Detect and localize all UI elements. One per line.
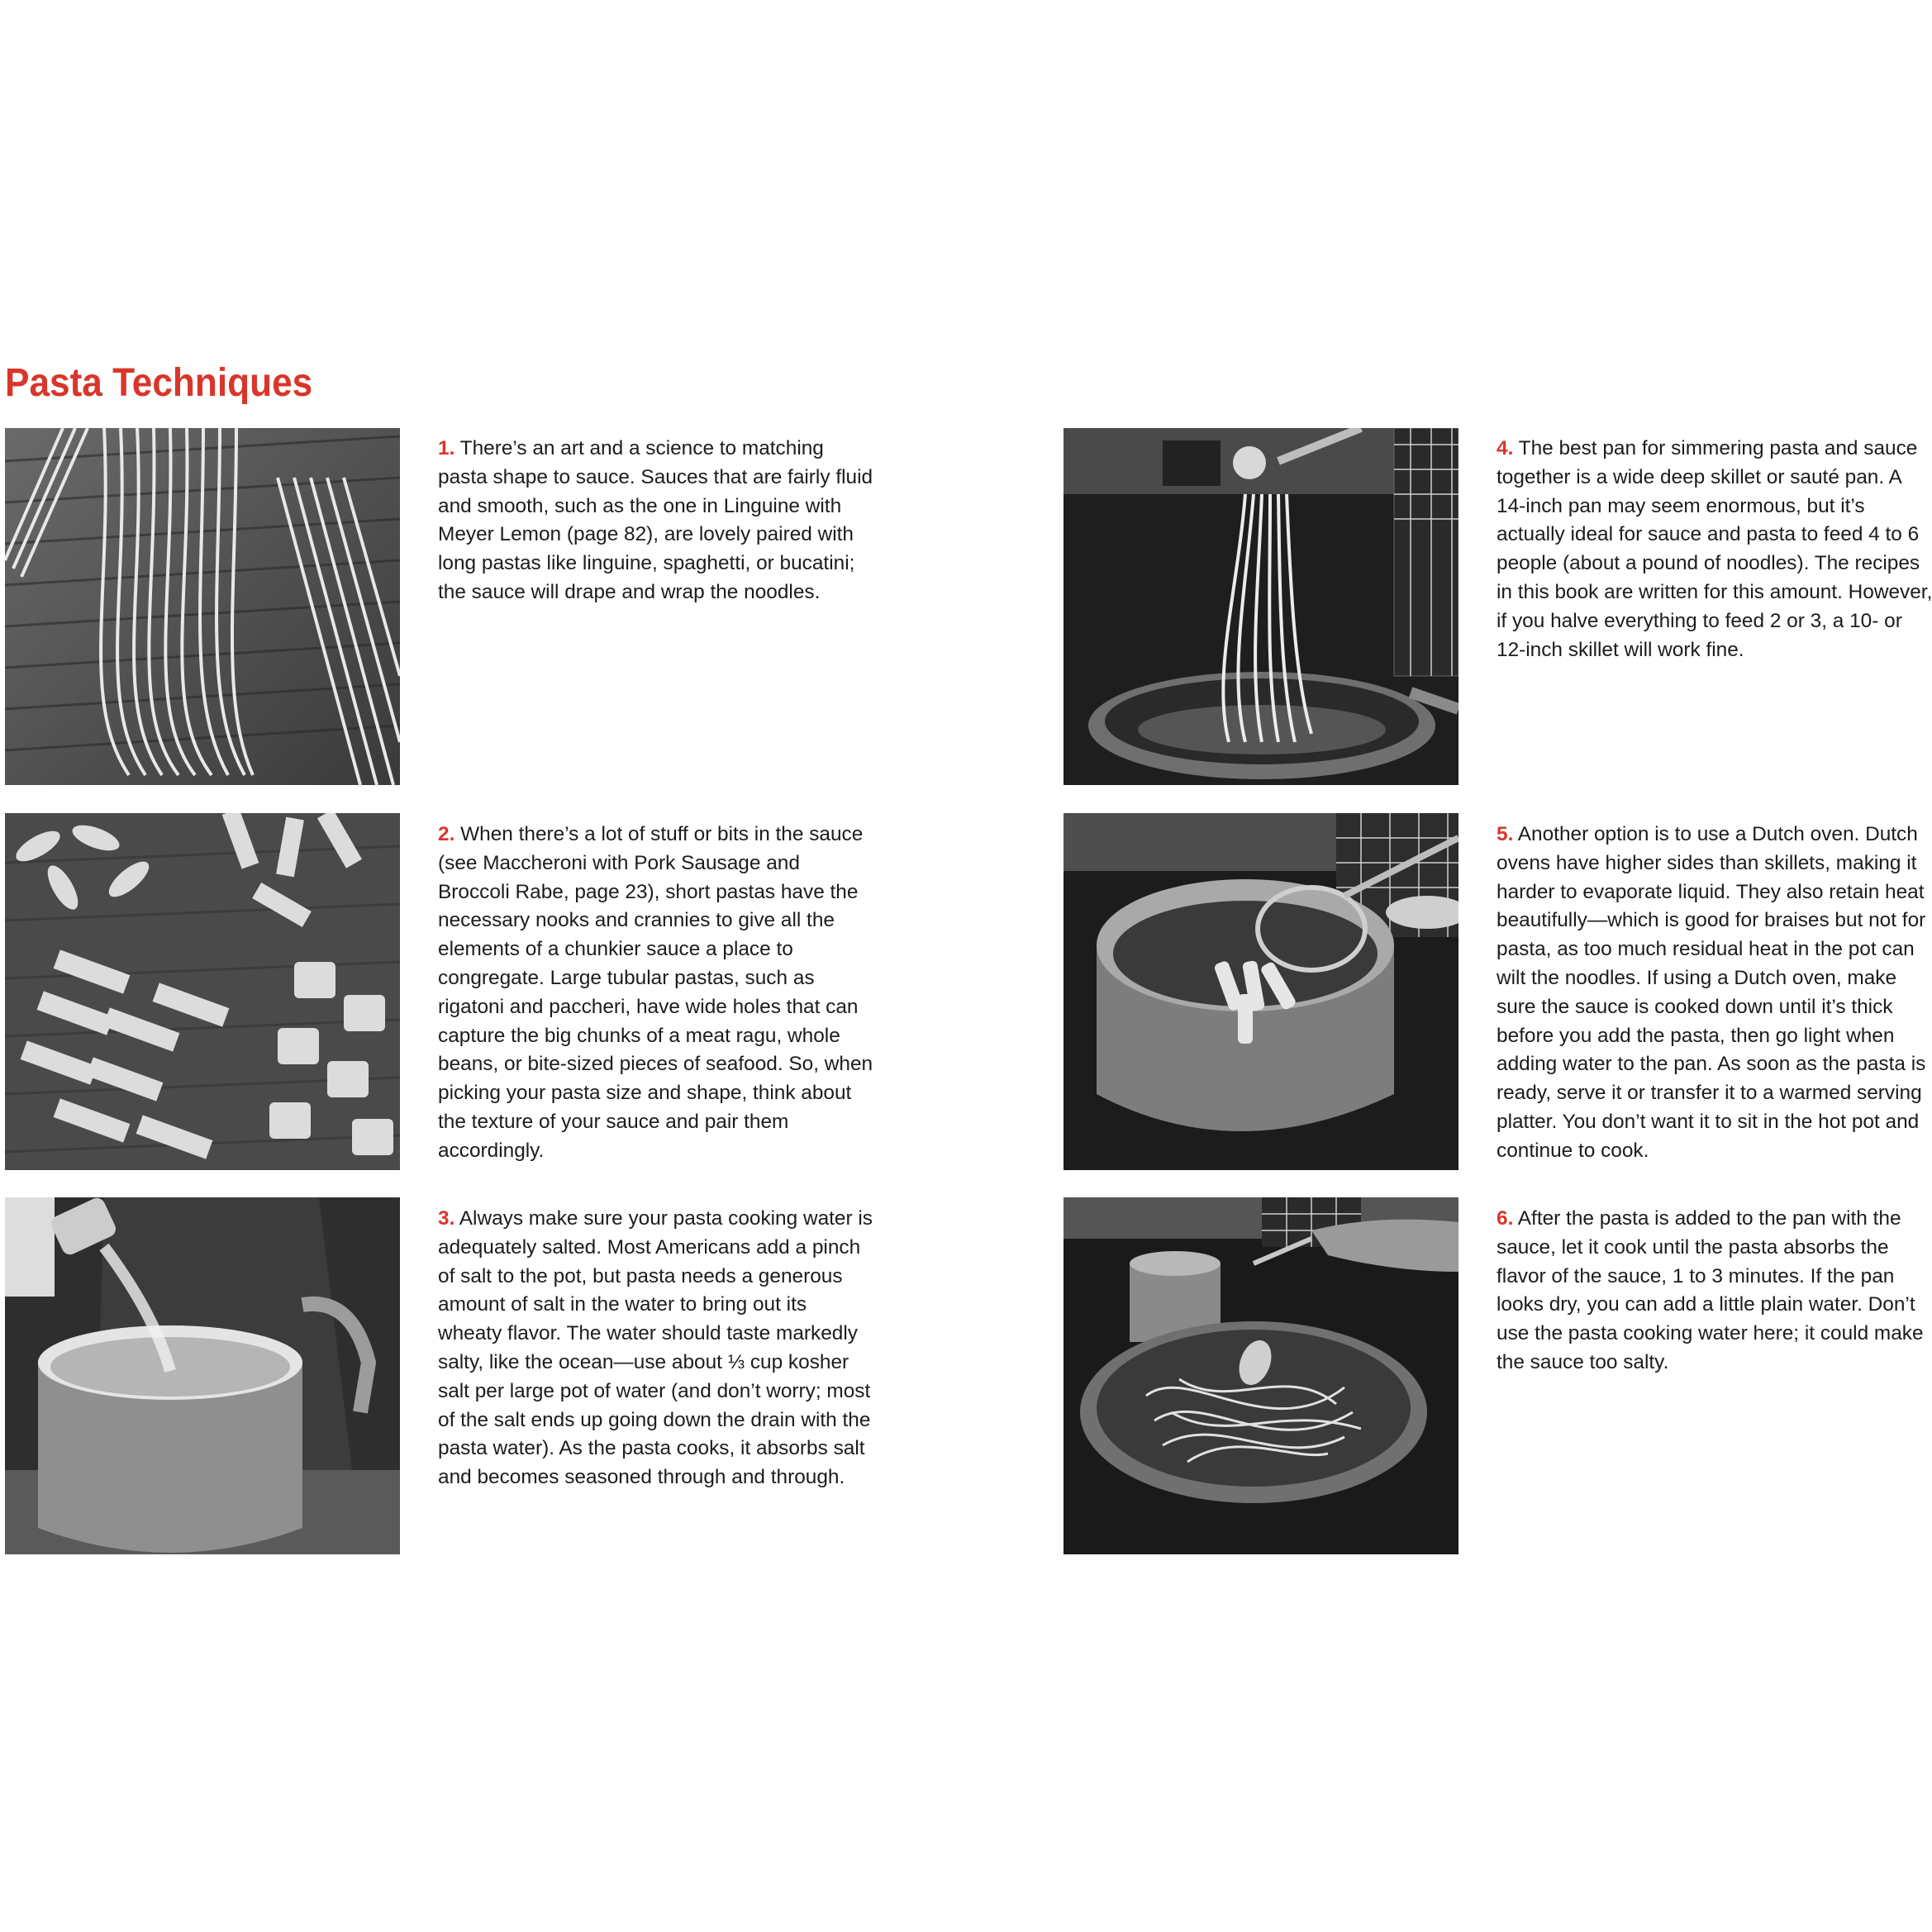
photo-short-pasta	[5, 813, 400, 1170]
photo-skillet-tongs	[1064, 428, 1459, 785]
step-4-text	[1497, 435, 1932, 664]
photo-dutch-oven	[1064, 813, 1459, 1170]
step-6-text	[1497, 1205, 1932, 1378]
step-2-body: When there’s a lot of stuff or bits in the sauce (see Maccheroni with Pork Sausage and Broccoli Rabe, page 23), short pastas have the necessary nooks and crannies to give all the elements of a chunkier sauce a place to congregate. Large tubular pastas, such as rigatoni and paccheri, have wide holes that can capture the big chunks of a meat ragu, whole beans, or bite-sized pieces of seafood. So, when picking your pasta size and shape, think about the texture of your sauce and pair them accordingly.	[438, 823, 873, 1162]
step-2-number: 2.	[438, 823, 455, 845]
step-6-number: 6.	[1497, 1207, 1514, 1230]
photo-skillet-spoon	[1064, 1197, 1459, 1554]
step-4-number: 4.	[1497, 437, 1514, 459]
photo-salting-water	[5, 1197, 400, 1554]
page-title: Pasta Techniques	[5, 361, 313, 405]
step-6-body: After the pasta is added to the pan with the sauce, let it cook until the pasta absorbs the flavor of the sauce, 1 to 3 minutes. If the pan looks dry, you can add a little plain water. Don’t use the pasta cooking water here; it could make the sauce too salty.	[1497, 1207, 1924, 1373]
step-3-text	[438, 1205, 876, 1492]
photo-long-pasta	[5, 428, 400, 785]
step-5-text	[1497, 821, 1932, 1166]
step-5-number: 5.	[1497, 823, 1514, 845]
step-3-body: Always make sure your pasta cooking water is adequately salted. Most Americans add a pinch of salt to the pot, but pasta needs a generous amount of salt in the water to bring out its wheaty flavor. The water should taste markedly salty, like the ocean—use about ⅓ cup kosher salt per large pot of water (and don’t worry; most of the salt ends up going down the drain with the pasta water). As the pasta cooks, it absorbs salt and becomes seasoned through and through.	[438, 1207, 873, 1489]
step-5-body: Another option is to use a Dutch oven. Dutch ovens have higher sides than skillets, making it harder to evaporate liquid. They also retain heat beautifully—which is good for braises but not for pasta, as too much residual heat in the pot can wilt the noodles. If using a Dutch oven, make sure the sauce is cooked down until it’s thick before you add the pasta, then go light when adding water to the pan. As soon as the pasta is ready, serve it or transfer it to a warmed serving platter. You don’t want it to sit in the hot pot and continue to cook.	[1497, 823, 1926, 1162]
step-3-number: 3.	[438, 1207, 455, 1230]
step-1-text	[438, 435, 876, 607]
step-1-body: There’s an art and a science to matching pasta shape to sauce. Sauces that are fairly fluid and smooth, such as the one in Linguine with Meyer Lemon (page 82), are lovely paired with long pastas like linguine, spaghetti, or bucatini; the sauce will drape and wrap the noodles.	[438, 437, 873, 603]
step-1-number: 1.	[438, 437, 455, 459]
step-4-body: The best pan for simmering pasta and sauce together is a wide deep skillet or sauté pan. A 14-inch pan may seem enormous, but it’s actually ideal for sauce and pasta to feed 4 to 6 people (about a pound of noodles). The recipes in this book are written for this amount. However, if you halve everything to feed 2 or 3, a 10- or 12-inch skillet will work fine.	[1497, 437, 1932, 661]
step-2-text	[438, 821, 876, 1166]
